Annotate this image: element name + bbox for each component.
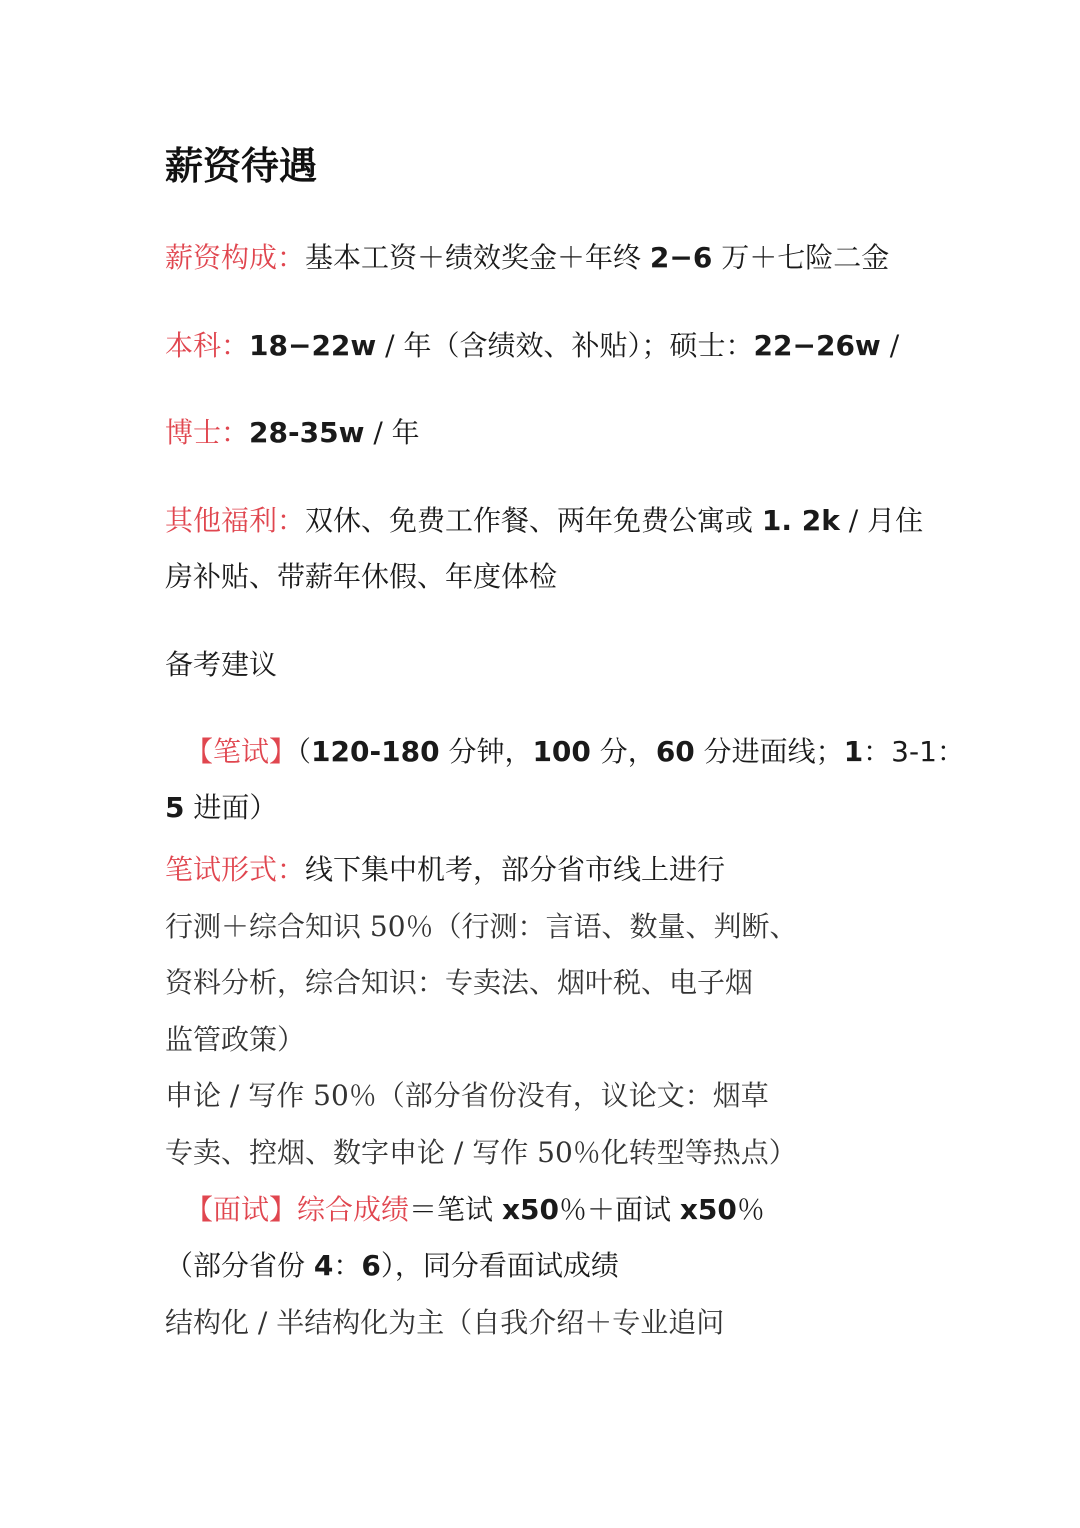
interview-t2: ％＋面试: [558, 1193, 680, 1226]
interview-line2-n1: 4: [313, 1249, 334, 1282]
body-line: 申论 / 写作 50％（部分省份没有，议论文：烟草: [165, 1079, 769, 1112]
page-title: 薪资待遇: [165, 144, 318, 188]
written-n1: 120-180: [311, 735, 440, 768]
doctor-line: [165, 415, 420, 451]
written-line2-text: 进面）: [184, 791, 278, 824]
interview-t3: ％: [736, 1193, 765, 1226]
body-line: 资料分析，综合知识：专卖法、烟叶税、电子烟: [165, 966, 754, 999]
salary-text-a: 基本工资＋绩效奖金＋年终: [305, 241, 650, 274]
written-line2-num: 5: [165, 791, 185, 824]
written-t3: 分进面线；: [694, 735, 844, 768]
body-line: 监管政策）: [165, 1023, 306, 1056]
interview-line2-a: （部分省份: [165, 1249, 314, 1282]
last-line: 结构化 / 半结构化为主（自我介绍＋专业追问: [165, 1306, 725, 1339]
interview-line: [185, 1192, 765, 1228]
written-tag: 【笔试】: [185, 735, 298, 768]
written-n3: 60: [655, 735, 695, 768]
written-n2: 100: [532, 735, 591, 768]
interview-line2-b: ：: [333, 1249, 362, 1282]
bachelor-text-a: / 年（含绩效、补贴）；硕士：: [376, 329, 754, 362]
interview-label: 综合成绩: [297, 1193, 410, 1226]
salary-num-a: 2−6: [649, 241, 713, 274]
interview-tag: 【面试】: [185, 1193, 298, 1226]
written-t2: 分，: [590, 735, 656, 768]
body-line: 行测＋综合知识 50％（行测：言语、数量、判断、: [165, 910, 798, 943]
bachelor-label: 本科：: [165, 329, 250, 362]
interview-t1: ＝笔试: [409, 1193, 502, 1226]
doctor-text: / 年: [364, 416, 420, 449]
interview-n1: x50: [501, 1193, 559, 1226]
interview-n2: x50: [679, 1193, 737, 1226]
interview-line2-c: ），同分看面试成绩: [380, 1249, 619, 1282]
written-form-text: 线下集中机考，部分省市线上进行: [305, 853, 726, 886]
benefits-line: [165, 503, 923, 539]
written-form-line: [165, 852, 725, 888]
doctor-label: 博士：: [165, 416, 250, 449]
benefits-text-a: 双休、免费工作餐、两年免费公寓或: [305, 504, 762, 537]
written-line: [185, 734, 965, 770]
salary-label: 薪资构成：: [165, 241, 306, 274]
salary-text-b: 万＋七险二金: [712, 241, 890, 274]
master-num: 22−26w: [753, 329, 881, 362]
bachelor-line: [165, 328, 899, 364]
benefits-line-2: 房补贴、带薪年休假、年度体检: [165, 560, 558, 593]
prep-heading: 备考建议: [165, 648, 278, 681]
body-line: 专卖、控烟、数字申论 / 写作 50％化转型等热点）: [165, 1136, 797, 1169]
bachelor-num-a: 18−22w: [249, 329, 377, 362]
written-line-2: [165, 790, 277, 826]
interview-line-2: [165, 1248, 619, 1284]
written-n4: 1: [843, 735, 864, 768]
doctor-num: 28-35w: [249, 416, 365, 449]
bachelor-text-b: /: [880, 329, 900, 362]
written-form-label: 笔试形式：: [165, 853, 306, 886]
written-t1: 分钟，: [439, 735, 533, 768]
written-t4: ：3-1：: [863, 735, 965, 768]
benefits-label: 其他福利：: [165, 504, 306, 537]
benefits-text-b: / 月住: [839, 504, 924, 537]
salary-line: [165, 240, 889, 276]
interview-line2-n2: 6: [361, 1249, 381, 1282]
written-open: （: [297, 735, 312, 768]
benefits-num: 1. 2k: [761, 504, 840, 537]
